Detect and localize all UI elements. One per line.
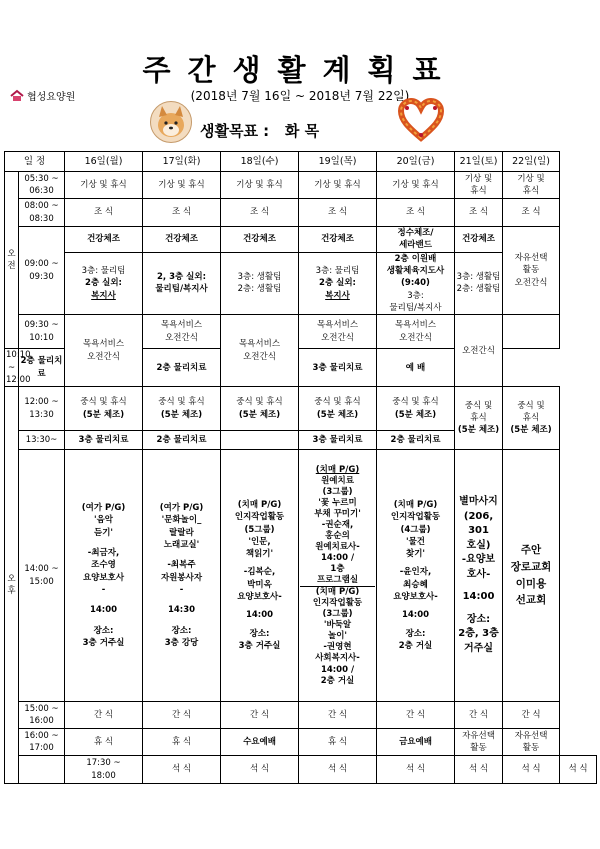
table-row [5, 172, 597, 199]
cell-line: 선교회 [515, 594, 547, 607]
cell-line: -김복순, [243, 567, 276, 578]
schedule-cell [455, 252, 503, 315]
schedule-cell: 간 식 [221, 702, 299, 729]
cell-line: 물리팀/복지사 [155, 284, 208, 295]
cell-line: 장소: [93, 625, 114, 636]
schedule-cell: 조 식 [143, 199, 221, 227]
schedule-cell: 간 식 [377, 702, 455, 729]
schedule-cell: 2층 물리치료 [143, 431, 221, 450]
cell-line: 듣기' [93, 527, 114, 538]
schedule-cell [455, 387, 503, 450]
schedule-cell: 석 식 [503, 756, 560, 784]
cell-line: 14:00 [462, 591, 495, 603]
schedule-cell: 석 식 [221, 756, 299, 784]
cell-line: 휴식 [470, 412, 487, 423]
cell-line: (206, [463, 510, 494, 522]
schedule-cell: 정수체조/ 세라밴드 [377, 227, 455, 253]
schedule-cell: 목욕서비스 오전간식 [65, 315, 143, 387]
schedule-cell: 2층 물리치료 [143, 349, 221, 387]
schedule-cell: 기상 및 휴식 [299, 172, 377, 199]
cell-line: 14:00 / [320, 664, 355, 675]
cell-line: 3층 강당 [164, 637, 199, 648]
org-name: 협성요양원 [27, 92, 76, 103]
cell-line: 중식 및 [464, 400, 493, 411]
schedule-cell: 조 식 [299, 199, 377, 227]
cell-line: (5분 체조) [457, 425, 500, 436]
cell-line: 3층: 생활팀 [456, 272, 501, 283]
schedule-cell: 건강체조 [65, 227, 143, 253]
cell-line: 14:00 [245, 610, 274, 621]
program-cell-sat [455, 450, 503, 702]
page-title: 주간생활계획표 [142, 53, 458, 87]
schedule-cell: 조 식 [377, 199, 455, 227]
day-sun: 22일(일) [503, 152, 560, 172]
schedule-cell: 석 식 [377, 756, 455, 784]
cell-line: '바둑알 [323, 620, 352, 631]
weekly-schedule-table [4, 151, 597, 784]
cell-line: 요양보호사- [393, 592, 438, 603]
cell-line: 14:30 [167, 605, 196, 616]
section-afternoon: 오 후 [5, 387, 19, 784]
schedule-cell [221, 387, 299, 431]
cell-line: (3그룹) [322, 486, 353, 497]
schedule-cell: 2층 물리치료 [377, 431, 455, 450]
cell-line: 장소: [405, 628, 426, 639]
cell-line: 복지사 [325, 290, 350, 301]
cell-line: 요양보호사- [237, 592, 282, 603]
schedule-cell: 목욕서비스 오전간식 [221, 315, 299, 387]
cell-line: 홍순의 [325, 530, 350, 541]
cell-line: 호실) [466, 539, 491, 551]
cell-line: 찾기' [405, 549, 426, 560]
cell-line: 놀이' [327, 631, 348, 642]
cell-line: 2층 실외: [85, 278, 122, 289]
cell-line: (여가 P/G) [81, 503, 126, 514]
schedule-cell [143, 387, 221, 431]
cell-line: (5분 체조) [510, 425, 552, 436]
table-row [5, 756, 597, 784]
cell-line: (9:40) [401, 278, 430, 289]
cell-line: 2, 3층 실외: [156, 272, 206, 283]
cell-line: -권순재, [321, 519, 354, 530]
schedule-cell: 기상 및 휴식 [455, 172, 503, 199]
cell-line: 프로그램실 [300, 575, 375, 587]
cell-line: 이미용 [515, 577, 547, 590]
schedule-cell: 건강체조 [299, 227, 377, 253]
section-morning: 오 전 [5, 172, 19, 349]
schedule-cell: 휴 식 [299, 729, 377, 756]
day-mon: 16일(월) [65, 152, 143, 172]
schedule-cell: 3층 물리치료 [299, 349, 377, 387]
schedule-cell: 기상 및 휴식 [143, 172, 221, 199]
schedule-cell: 자유선택 활동 [503, 729, 560, 756]
schedule-cell [65, 387, 143, 431]
cell-line: 3층: 물리팀 [315, 265, 360, 276]
cell-line: '문화놀이_ [161, 515, 202, 526]
day-tue: 17일(화) [143, 152, 221, 172]
schedule-cell: 예 배 [377, 349, 455, 387]
cell-line: -권영현 [323, 642, 352, 653]
cell-line: 별마사지 [459, 496, 498, 508]
cell-line: 요양보호사 [82, 572, 125, 583]
goal-label: 생활목표 : [200, 122, 270, 140]
cell-line: 2층 거실 [320, 675, 355, 686]
cell-line: 301 [468, 525, 489, 537]
cell-line: 14:00 / [320, 553, 355, 564]
cell-line: 부채 꾸미기' [314, 508, 361, 519]
cell-line: 인지작업활동 [390, 512, 441, 523]
cell-line: (5분 체조) [82, 409, 125, 420]
schedule-cell: 간 식 [503, 702, 560, 729]
table-row [5, 729, 597, 756]
schedule-cell: 목욕서비스 오전간식 [377, 315, 455, 349]
cell-line: 2층 거실 [398, 641, 433, 652]
cell-line: 호사- [466, 568, 491, 580]
time-cell: 09:30 ~ 10:10 [19, 315, 65, 349]
schedule-cell [221, 252, 299, 315]
schedule-cell: 건강체조 [221, 227, 299, 253]
schedule-cell [299, 252, 377, 315]
schedule-cell: 자유선택 활동 오전간식 [503, 227, 560, 315]
schedule-cell: 자유선택 활동 [455, 729, 503, 756]
schedule-cell: 기상 및 휴식 [377, 172, 455, 199]
schedule-cell: 휴 식 [65, 729, 143, 756]
cell-line: 생활체육지도사 [386, 265, 445, 276]
cell-line: 장로교회 [510, 560, 552, 573]
cell-line: 인지작업활동 [234, 512, 285, 523]
cell-line: 중식 및 휴식 [80, 397, 127, 408]
schedule-cell [143, 252, 221, 315]
schedule-cell [19, 756, 65, 784]
schedule-cell: 석 식 [143, 756, 221, 784]
time-cell: 09:00 ~ 09:30 [19, 227, 65, 315]
schedule-cell: 3층 물리치료 [299, 431, 377, 450]
cell-line: 복지사 [91, 290, 116, 301]
cell-line: '꽃 누르미 [318, 497, 357, 508]
cell-line: 물리팀/복지사 [389, 302, 442, 313]
cell-line: 자원봉사자 [160, 572, 203, 583]
dog-face-icon [150, 101, 192, 143]
cell-line: 3층: [407, 290, 424, 301]
cell-line: (5분 체조) [394, 409, 437, 420]
schedule-cell: 휴 식 [143, 729, 221, 756]
schedule-cell: 간 식 [143, 702, 221, 729]
schedule-cell: 석 식 [455, 756, 503, 784]
table-row [5, 387, 597, 431]
table-row [5, 450, 597, 702]
cell-line: 장소: [466, 613, 491, 625]
schedule-cell: 조 식 [65, 199, 143, 227]
cell-line: 원예치료사- [315, 541, 360, 552]
cell-line: 박미옥 [247, 579, 272, 590]
cell-line: 2층: 생활팀 [456, 284, 501, 295]
schedule-cell: 석 식 [299, 756, 377, 784]
schedule-cell: 기상 및 휴식 [503, 172, 560, 199]
cell-line: -최금자, [87, 548, 120, 558]
schedule-cell: 목욕서비스 오전간식 [299, 315, 377, 349]
program-cell-sun [503, 450, 560, 702]
header-row [5, 152, 597, 172]
schedule-cell: 2층 물리치료 [19, 349, 65, 387]
cell-line: '음악 [93, 515, 114, 526]
schedule-cell [299, 387, 377, 431]
cell-line: 휴식 [522, 412, 540, 423]
time-cell: 16:00 ~ 17:00 [19, 729, 65, 756]
schedule-cell: 기상 및 휴식 [221, 172, 299, 199]
cell-line: 랄랄라 [169, 527, 194, 538]
schedule-cell: 3층 물리치료 [65, 431, 143, 450]
cell-line: 중식 및 휴식 [314, 397, 361, 408]
time-cell: 13:30~ [19, 431, 65, 450]
table-row [5, 315, 597, 349]
cell-line: (치매 P/G) [315, 464, 360, 475]
goal-value: 화 목 [284, 122, 320, 140]
cell-line: (3그룹) [322, 609, 353, 620]
cell-line: 2층: 생활팀 [237, 284, 282, 295]
cell-line: 조수영 [91, 560, 116, 571]
schedule-cell: 조 식 [455, 199, 503, 227]
schedule-cell: 간 식 [65, 702, 143, 729]
cell-line: (5분 체조) [316, 409, 359, 420]
time-cell: 15:00 ~ 16:00 [19, 702, 65, 729]
table-row [5, 199, 597, 227]
schedule-cell: 간 식 [455, 702, 503, 729]
schedule-cell: 기상 및 휴식 [65, 172, 143, 199]
cell-line: - [101, 584, 106, 595]
schedule-cell [377, 387, 455, 431]
cell-line: -윤인자, [399, 567, 432, 578]
cell-line: - [179, 584, 184, 595]
cell-line: (5분 체조) [238, 409, 281, 420]
header-label: 일 정 [5, 152, 65, 172]
cell-line: (치매 P/G) [315, 587, 360, 598]
program-cell-fri [377, 450, 455, 702]
cell-line: 2층 이원배 [394, 253, 437, 264]
schedule-cell: 금요예배 [377, 729, 455, 756]
cell-line: -최복주 [167, 560, 196, 571]
time-cell: 17:30 ~ 18:00 [65, 756, 143, 784]
table-row [5, 702, 597, 729]
cell-line: 노래교실' [163, 540, 200, 550]
cell-line: 3층 거주실 [82, 637, 125, 648]
cell-line: 1층 [330, 564, 345, 575]
program-cell-tue [143, 450, 221, 702]
schedule-cell [65, 252, 143, 315]
schedule-cell: 조 식 [503, 199, 560, 227]
cell-line: 최승혜 [403, 579, 428, 590]
cell-line: 중식 및 휴식 [392, 397, 439, 408]
cell-line: '인문, [248, 536, 271, 547]
cell-line: 14:00 [89, 605, 118, 616]
schedule-cell: 간 식 [299, 702, 377, 729]
cell-line: 주안 [520, 544, 542, 557]
cell-line: (치매 P/G) [237, 499, 282, 510]
schedule-cell: 건강체조 [455, 227, 503, 253]
program-cell-mon [65, 450, 143, 702]
cell-line: 장소: [171, 625, 192, 636]
schedule-cell: 건강체조 [143, 227, 221, 253]
day-thu: 19일(목) [299, 152, 377, 172]
cell-line: (치매 P/G) [393, 499, 438, 510]
schedule-cell [377, 252, 455, 315]
cell-line: 원예치료 [321, 475, 354, 486]
schedule-cell: 수요예배 [221, 729, 299, 756]
time-cell: 08:00 ~ 08:30 [19, 199, 65, 227]
cell-line: 3층: 물리팀 [81, 265, 126, 276]
cell-line: 인지작업활동 [312, 598, 363, 609]
life-goal [200, 120, 319, 141]
table-row [5, 227, 597, 253]
schedule-cell: 석 식 [560, 756, 597, 784]
cell-line: (5그룹) [244, 524, 275, 535]
cell-line: (5분 체조) [160, 409, 203, 420]
cell-line: 중식 및 [517, 400, 545, 411]
program-cell-thu [299, 450, 377, 702]
cell-line: 중식 및 휴식 [236, 397, 283, 408]
schedule-cell: 목욕서비스 오전간식 [143, 315, 221, 349]
cell-line: -요양보 [461, 554, 496, 566]
cell-line: 책읽기' [245, 549, 274, 560]
day-sat: 21일(토) [455, 152, 503, 172]
cell-line: 거주실 [464, 642, 493, 654]
schedule-cell: 조 식 [221, 199, 299, 227]
day-fri: 20일(금) [377, 152, 455, 172]
time-cell: 12:00 ~ 13:30 [19, 387, 65, 431]
program-cell-wed [221, 450, 299, 702]
time-cell: 14:00 ~ 15:00 [19, 450, 65, 702]
cell-line: (여가 P/G) [159, 503, 204, 514]
cell-line: 14:00 [401, 610, 430, 621]
schedule-cell [503, 387, 560, 450]
cell-line: 3층: 생활팀 [237, 272, 282, 283]
cell-line: 장소: [249, 628, 270, 639]
cell-line: 3층 거주실 [238, 641, 281, 652]
cell-line: 2층, 3층 [458, 628, 499, 640]
schedule-cell [221, 431, 299, 450]
cell-line: (4그룹) [400, 524, 431, 535]
cell-line: '물건 [405, 536, 426, 547]
schedule-cell: 오전간식 [455, 315, 503, 387]
cell-line: 중식 및 휴식 [158, 397, 205, 408]
day-wed: 18일(수) [221, 152, 299, 172]
time-cell: 05:30 ~ 06:30 [19, 172, 65, 199]
time-cell: 10:10 ~ 12:00 [6, 350, 31, 385]
heart-wreath-icon [398, 99, 444, 141]
cell-line: 사회복지사- [315, 653, 360, 664]
schedule-cell [503, 315, 560, 349]
date-range: (2018년 7월 16일 ~ 2018년 7월 22일) [190, 89, 410, 103]
cell-line: 2층 실외: [319, 278, 356, 289]
